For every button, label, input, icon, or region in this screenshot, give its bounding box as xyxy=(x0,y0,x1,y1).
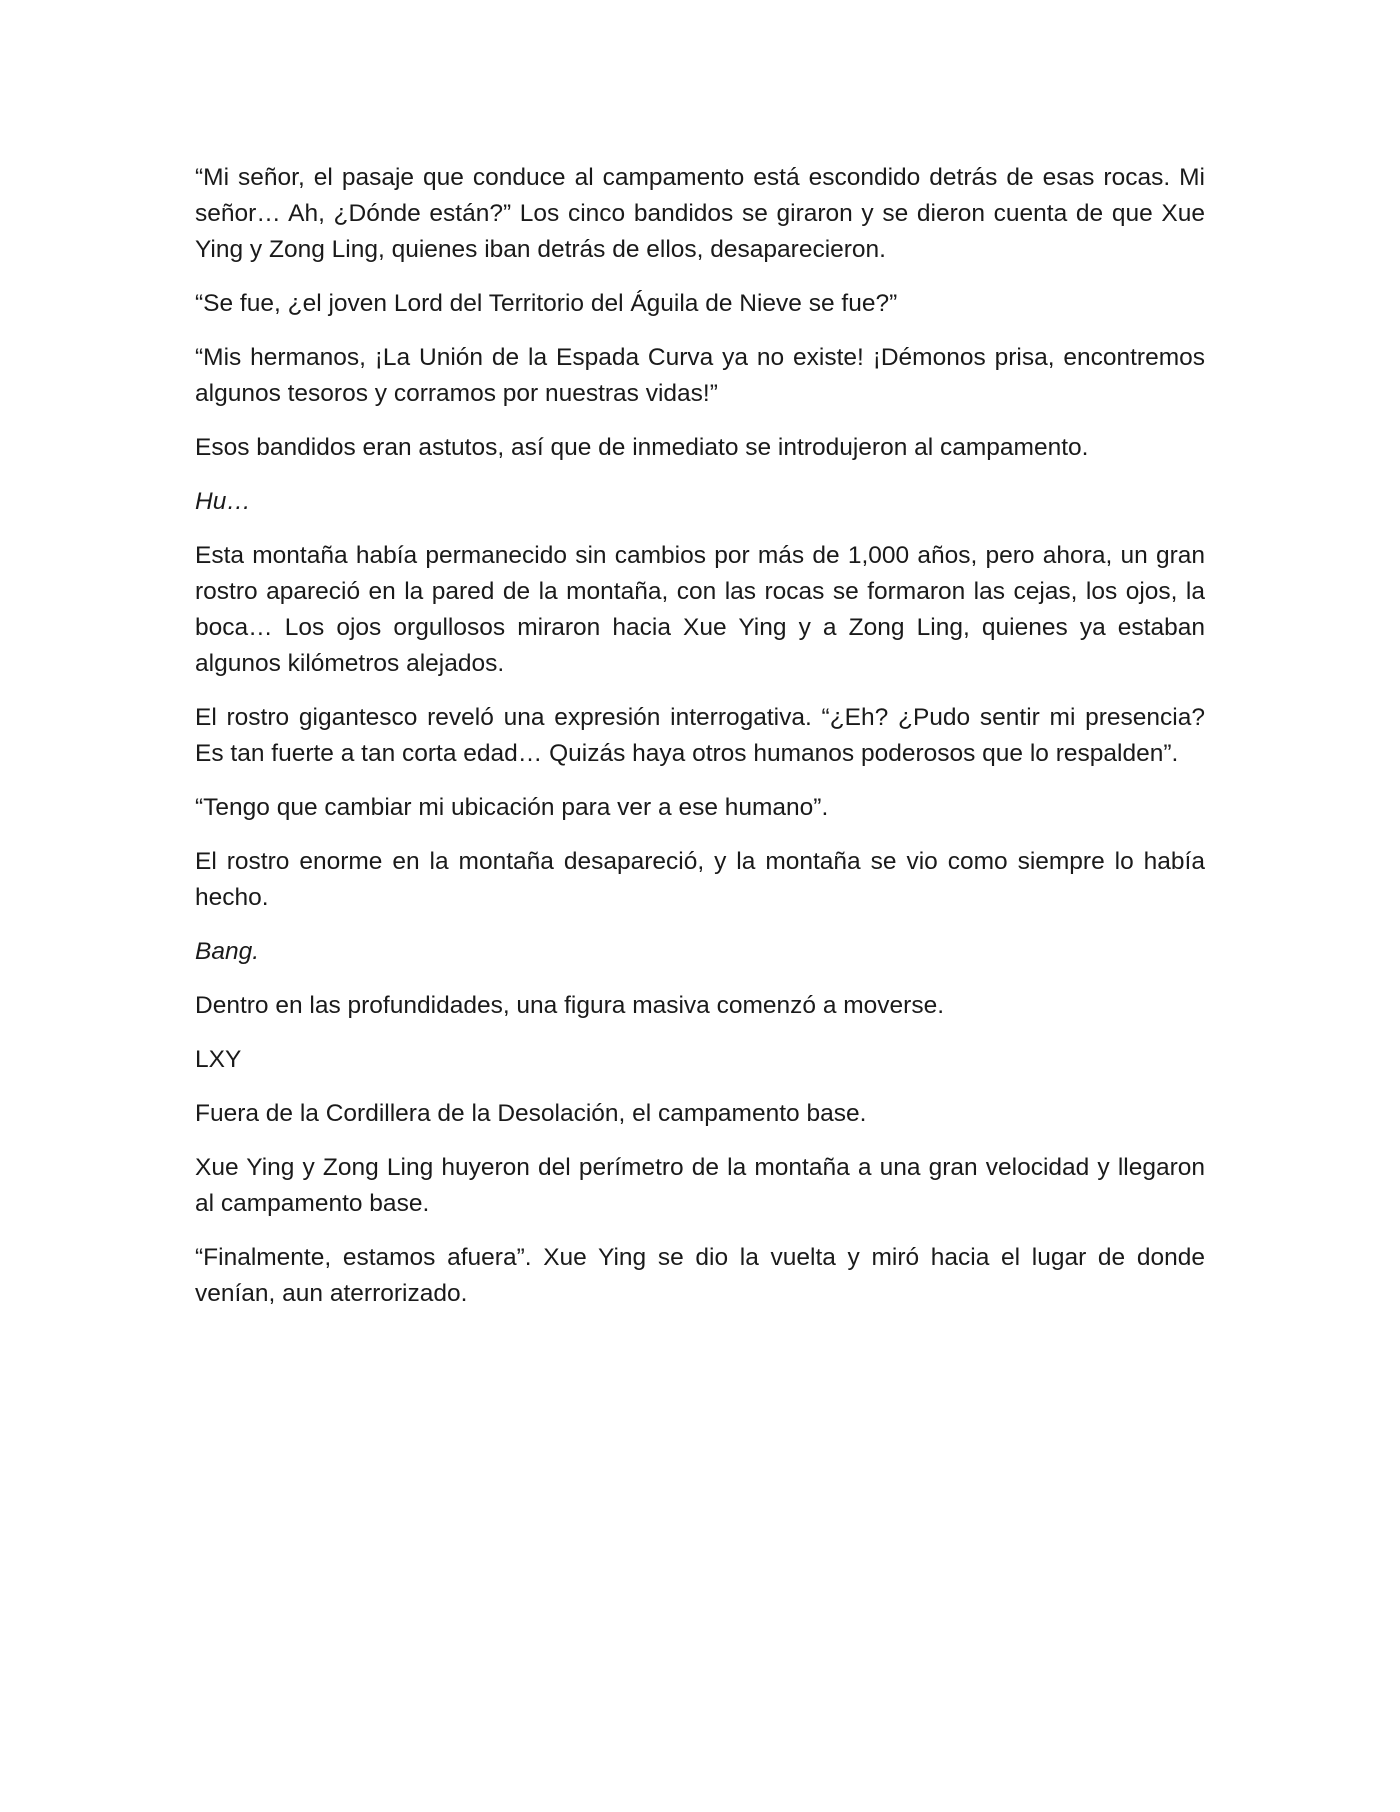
paragraph-hu: Hu… xyxy=(195,488,251,515)
paragraph-giant-face: El rostro gigantesco reveló una expresión interrogativa. “¿Eh? ¿Pudo sentir mi presencia? Es tan fuerte a tan corta edad… Quizás haya otros humanos poderosos que lo respalden”. xyxy=(195,704,1205,767)
paragraph-bang: Bang. xyxy=(195,938,260,965)
paragraph-massive-figure: Dentro en las profundidades, una figura masiva comenzó a moverse. xyxy=(195,992,945,1019)
paragraph-bandits-astute: Esos bandidos eran astutos, así que de inmediato se introdujeron al campamento. xyxy=(195,434,1089,461)
paragraph-bandit-speech: “Mi señor, el pasaje que conduce al campamento está escondido detrás de esas rocas. Mi señor… Ah, ¿Dónde están?” Los cinco bandidos se giraron y se dieron cuenta de que Xue Ying y Zong Ling, quienes iban detrás de ellos, desaparecieron. xyxy=(195,164,1205,263)
paragraph-change-location: “Tengo que cambiar mi ubicación para ver a ese humano”. xyxy=(195,794,829,821)
paragraph-fled: Xue Ying y Zong Ling huyeron del perímetro de la montaña a una gran velocidad y llegaron al campamento base. xyxy=(195,1154,1205,1217)
document-body xyxy=(195,160,1205,1330)
paragraph-lxy: LXY xyxy=(195,1046,242,1073)
paragraph-outside-range: Fuera de la Cordillera de la Desolación, el campamento base. xyxy=(195,1100,867,1127)
paragraph-mountain-face: Esta montaña había permanecido sin cambios por más de 1,000 años, pero ahora, un gran rostro apareció en la pared de la montaña, con las rocas se formaron las cejas, los ojos, la boca… Los ojos orgullosos miraron hacia Xue Ying y a Zong Ling, quienes ya estaban algunos kilómetros alejados. xyxy=(195,542,1205,677)
paragraph-brothers: “Mis hermanos, ¡La Unión de la Espada Curva ya no existe! ¡Démonos prisa, encontremos algunos tesoros y corramos por nuestras vidas!” xyxy=(195,344,1205,407)
paragraph-face-disappeared: El rostro enorme en la montaña desapareció, y la montaña se vio como siempre lo había hecho. xyxy=(195,848,1205,911)
paragraph-finally-outside: “Finalmente, estamos afuera”. Xue Ying se dio la vuelta y miró hacia el lugar de donde venían, aun aterrorizado. xyxy=(195,1244,1205,1307)
paragraph-lord-gone: “Se fue, ¿el joven Lord del Territorio del Águila de Nieve se fue?” xyxy=(195,290,898,317)
